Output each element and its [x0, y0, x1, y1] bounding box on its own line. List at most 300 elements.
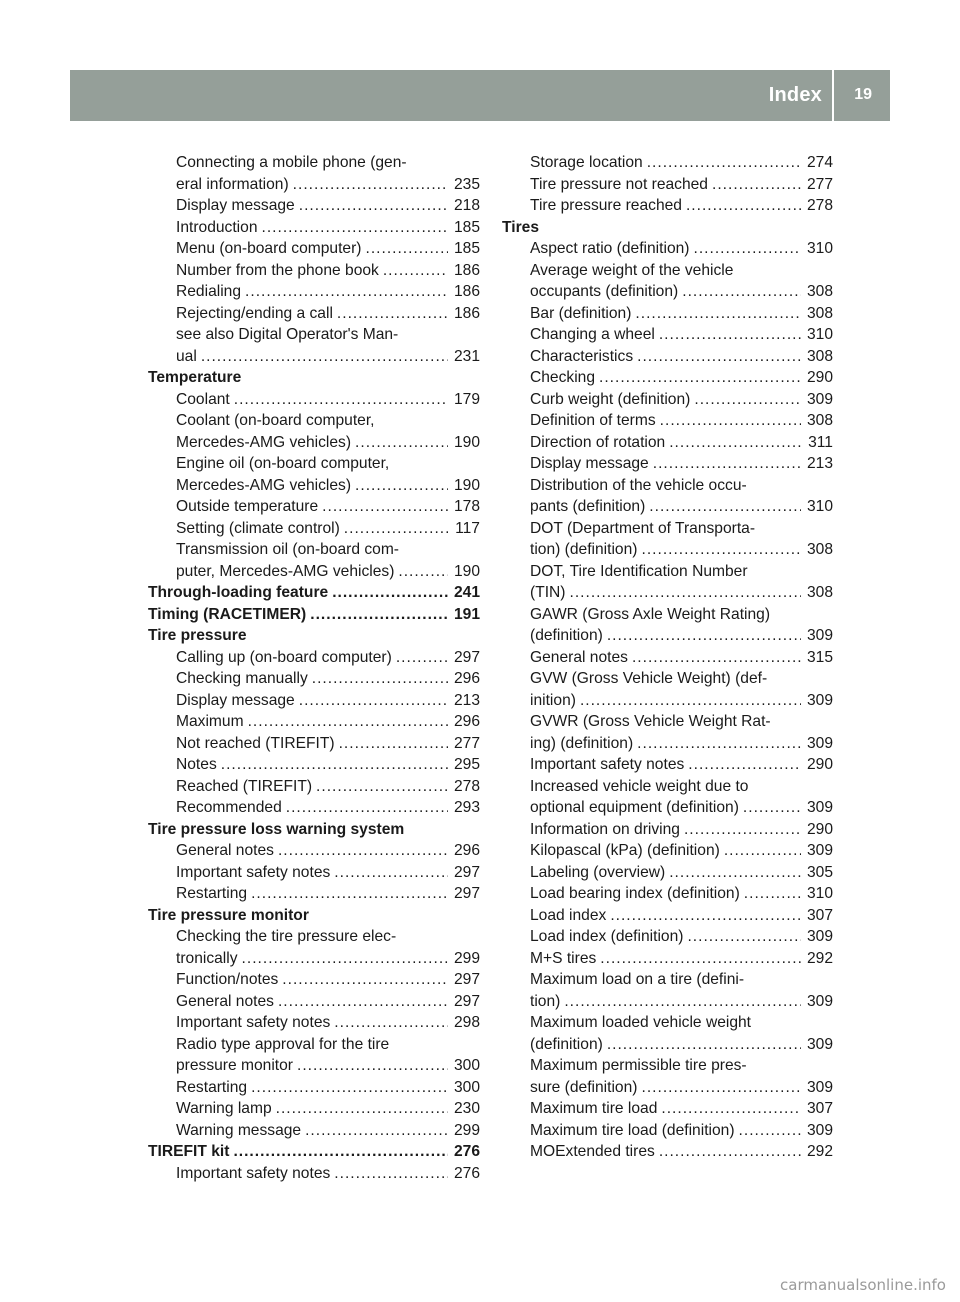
- leader-dots: [310, 604, 448, 626]
- index-entry: [502, 238, 833, 260]
- leader-dots: [659, 324, 801, 346]
- entry-text: Bar (definition): [530, 304, 632, 322]
- page-reference: 297: [453, 885, 480, 902]
- page-reference: 311: [808, 433, 833, 451]
- index-entry: [502, 1120, 833, 1142]
- entry-text: Storage location: [530, 154, 643, 171]
- entry-text: Load bearing index (definition): [530, 885, 740, 902]
- entry-text: Increased vehicle weight due to: [530, 777, 749, 795]
- index-entry: [148, 776, 480, 798]
- page-reference: 290: [806, 820, 833, 838]
- page-reference: 299: [453, 1121, 480, 1139]
- leader-dots: [600, 948, 801, 970]
- index-entry: [148, 969, 480, 991]
- leader-dots: [299, 195, 448, 217]
- entry-text: Restarting: [176, 1078, 248, 1096]
- index-heading: [148, 367, 480, 389]
- leader-dots: [334, 1163, 448, 1185]
- index-entry: [148, 389, 480, 411]
- entry-text: Important safety notes: [176, 1164, 331, 1182]
- leader-dots: [607, 625, 801, 647]
- entry-text: DOT, Tire Identification Number: [530, 562, 748, 580]
- entry-text: Function/notes: [176, 971, 279, 988]
- leader-dots: [669, 862, 801, 884]
- leader-dots: [724, 840, 801, 862]
- entry-text: Calling up (on-board computer): [176, 648, 392, 666]
- page-reference: 305: [806, 863, 833, 881]
- entry-text: Curb weight (definition): [530, 390, 691, 408]
- index-entry: [148, 647, 480, 669]
- entry-text: tronically: [176, 949, 238, 967]
- index-entry: [502, 346, 833, 368]
- entry-text: Display message: [176, 197, 295, 214]
- page-reference: 309: [806, 842, 833, 859]
- leader-dots: [293, 174, 448, 196]
- index-entry: [502, 883, 833, 905]
- entry-text: ual: [176, 347, 197, 365]
- index-entry: [148, 195, 480, 217]
- index-entry: [148, 1012, 480, 1034]
- entry-text: Reached (TIREFIT): [176, 777, 313, 795]
- index-entry: [502, 432, 833, 454]
- leader-dots: [687, 926, 801, 948]
- entry-text: tion): [530, 992, 561, 1010]
- entry-text: Tires: [502, 218, 539, 236]
- entry-text: General notes: [176, 992, 274, 1010]
- leader-dots: [262, 217, 449, 239]
- index-heading: [148, 905, 480, 927]
- leader-dots: [282, 969, 448, 991]
- entry-text: Tire pressure monitor: [148, 906, 309, 924]
- leader-dots: [355, 475, 448, 497]
- page-reference: 277: [453, 734, 480, 752]
- page-reference: 213: [453, 691, 480, 709]
- leader-dots: [312, 668, 448, 690]
- entry-text: Coolant: [176, 390, 230, 408]
- page-reference: 277: [806, 175, 833, 193]
- page-reference: 186: [453, 261, 480, 279]
- entry-text: optional equipment (definition): [530, 799, 739, 816]
- page-reference: 308: [806, 541, 833, 558]
- entry-text: Rejecting/ending a call: [176, 304, 333, 322]
- page-reference: 178: [453, 498, 480, 515]
- leader-dots: [221, 754, 448, 776]
- entry-text: ing) (definition): [530, 734, 634, 752]
- page-reference: 297: [453, 648, 480, 666]
- index-entry: [502, 776, 833, 819]
- page-reference: 191: [453, 605, 480, 623]
- index-entry: [502, 840, 833, 862]
- leader-dots: [248, 711, 448, 733]
- index-entry: [502, 905, 833, 927]
- entry-text: Checking the tire pressure elec-: [176, 928, 397, 945]
- page-reference: 308: [806, 283, 833, 300]
- entry-text: Setting (climate control): [176, 519, 340, 537]
- index-entry: [148, 453, 480, 496]
- index-heading: [148, 625, 480, 647]
- page-reference: 307: [806, 906, 833, 924]
- entry-text: tion) (definition): [530, 541, 638, 558]
- leader-dots: [693, 238, 801, 260]
- page-reference: 230: [453, 1100, 480, 1117]
- leader-dots: [653, 453, 801, 475]
- page-reference: 276: [453, 1164, 480, 1182]
- index-entry: [502, 303, 833, 325]
- index-entry: [502, 152, 833, 174]
- page-reference: 300: [453, 1057, 480, 1074]
- leader-dots: [337, 303, 448, 325]
- leader-dots: [647, 152, 801, 174]
- index-entry: [148, 1163, 480, 1185]
- index-entry: [148, 1120, 480, 1142]
- entry-text: Mercedes-AMG vehicles): [176, 433, 352, 451]
- index-entry: [148, 217, 480, 239]
- leader-dots: [694, 389, 801, 411]
- page-reference: 185: [453, 218, 480, 236]
- page-reference: 278: [806, 197, 833, 214]
- entry-text: Important safety notes: [176, 863, 331, 881]
- index-entry: [148, 883, 480, 905]
- index-entry: [148, 281, 480, 303]
- index-entry: [502, 324, 833, 346]
- page-reference: 190: [453, 476, 480, 494]
- entry-text: pants (definition): [530, 498, 646, 515]
- entry-text: Load index (definition): [530, 928, 684, 945]
- leader-dots: [276, 1098, 448, 1120]
- index-entry: [148, 1034, 480, 1077]
- entry-text: Important safety notes: [530, 756, 685, 773]
- entry-text: Engine oil (on-board computer,: [176, 455, 390, 472]
- entry-text: Kilopascal (kPa) (definition): [530, 842, 720, 859]
- index-entry: [148, 862, 480, 884]
- page-reference: 292: [806, 949, 833, 967]
- entry-text: MOExtended tires: [530, 1143, 655, 1160]
- index-heading: [502, 217, 833, 239]
- entry-text: Notes: [176, 756, 217, 773]
- page-reference: 274: [806, 154, 833, 171]
- leader-dots: [661, 1098, 801, 1120]
- entry-text: Characteristics: [530, 347, 634, 365]
- entry-text: Changing a wheel: [530, 326, 655, 343]
- entry-text: Radio type approval for the tire: [176, 1035, 390, 1053]
- index-heading: [148, 582, 480, 604]
- index-entry: [502, 1141, 833, 1163]
- page-reference: 308: [806, 412, 833, 429]
- leader-dots: [669, 432, 801, 454]
- entry-text: Menu (on-board computer): [176, 240, 362, 257]
- page-reference: 296: [453, 842, 480, 859]
- page-reference: 308: [806, 304, 833, 322]
- index-entry: [502, 862, 833, 884]
- entry-text: inition): [530, 691, 576, 709]
- index-entry: [502, 668, 833, 711]
- page-reference: 309: [806, 691, 833, 709]
- leader-dots: [398, 561, 448, 583]
- leader-dots: [233, 1141, 448, 1163]
- entry-text: General notes: [176, 842, 274, 859]
- leader-dots: [660, 410, 801, 432]
- entry-text: sure (definition): [530, 1078, 638, 1096]
- page-reference: 292: [806, 1143, 833, 1160]
- page-reference: 185: [453, 240, 480, 257]
- index-entry: [502, 948, 833, 970]
- page-reference: 308: [806, 347, 833, 365]
- page-reference: 241: [453, 584, 480, 601]
- index-entry: [148, 1098, 480, 1120]
- entry-text: Outside temperature: [176, 498, 319, 515]
- index-entry: [502, 711, 833, 754]
- entry-text: Maximum permissible tire pres-: [530, 1057, 747, 1074]
- index-entry: [148, 926, 480, 969]
- index-entry: [502, 819, 833, 841]
- leader-dots: [245, 281, 448, 303]
- page-reference: 290: [806, 756, 833, 773]
- index-entry: [148, 238, 480, 260]
- entry-text: Number from the phone book: [176, 261, 379, 279]
- entry-text: pressure monitor: [176, 1057, 293, 1074]
- leader-dots: [743, 797, 801, 819]
- index-entry: [502, 604, 833, 647]
- entry-text: Checking: [530, 369, 596, 386]
- leader-dots: [682, 281, 801, 303]
- index-entry: [148, 496, 480, 518]
- page-reference: 218: [453, 197, 480, 214]
- entry-text: Tire pressure: [148, 627, 247, 644]
- page-reference: 307: [806, 1100, 833, 1117]
- entry-text: (TIN): [530, 584, 566, 601]
- entry-text: eral information): [176, 175, 289, 193]
- leader-dots: [635, 303, 801, 325]
- entry-text: Mercedes-AMG vehicles): [176, 476, 352, 494]
- entry-text: Average weight of the vehicle: [530, 261, 734, 279]
- entry-text: Transmission oil (on-board com-: [176, 541, 400, 558]
- leader-dots: [712, 174, 801, 196]
- page-reference: 310: [806, 885, 833, 902]
- index-entry: [502, 518, 833, 561]
- leader-dots: [305, 1120, 448, 1142]
- index-heading: [148, 604, 480, 626]
- index-entry: [502, 754, 833, 776]
- leader-dots: [641, 539, 801, 561]
- page-reference: 117: [455, 519, 480, 537]
- leader-dots: [278, 840, 448, 862]
- page-reference: 290: [806, 369, 833, 386]
- entry-text: Maximum loaded vehicle weight: [530, 1014, 752, 1031]
- index-entry: [148, 711, 480, 733]
- leader-dots: [659, 1141, 801, 1163]
- leader-dots: [686, 195, 801, 217]
- entry-text: (definition): [530, 627, 603, 644]
- index-entry: [502, 389, 833, 411]
- page-number: 19: [854, 86, 872, 103]
- page-reference: 296: [453, 713, 480, 730]
- entry-text: TIREFIT kit: [148, 1143, 230, 1160]
- index-entry: [148, 797, 480, 819]
- entry-text: Coolant (on-board computer,: [176, 412, 375, 429]
- leader-dots: [251, 883, 448, 905]
- header-bar: [70, 70, 890, 121]
- index-entry: [502, 410, 833, 432]
- entry-text: Maximum: [176, 713, 244, 730]
- watermark: carmanualsonline.info: [780, 1276, 946, 1294]
- index-entry: [502, 1098, 833, 1120]
- page-reference: 278: [453, 777, 480, 795]
- entry-text: Maximum tire load: [530, 1100, 658, 1117]
- entry-text: Aspect ratio (definition): [530, 240, 690, 257]
- page-reference: 190: [453, 562, 480, 580]
- entry-text: Definition of terms: [530, 412, 656, 429]
- leader-dots: [649, 496, 801, 518]
- entry-text: Timing (RACETIMER): [148, 605, 307, 623]
- leader-dots: [251, 1077, 448, 1099]
- leader-dots: [580, 690, 801, 712]
- entry-text: occupants (definition): [530, 283, 679, 300]
- page-reference: 309: [806, 928, 833, 945]
- leader-dots: [632, 647, 801, 669]
- entry-text: Connecting a mobile phone (gen-: [176, 154, 407, 171]
- page-reference: 309: [806, 799, 833, 816]
- page-reference: 276: [453, 1143, 480, 1160]
- entry-text: Temperature: [148, 369, 242, 386]
- index-heading: [148, 819, 480, 841]
- entry-text: Labeling (overview): [530, 863, 666, 881]
- entry-text: see also Digital Operator's Man-: [176, 326, 399, 343]
- index-entry: [148, 690, 480, 712]
- entry-text: puter, Mercedes-AMG vehicles): [176, 562, 395, 580]
- index-heading: [148, 1141, 480, 1163]
- entry-text: General notes: [530, 648, 628, 666]
- index-entry: [502, 475, 833, 518]
- page-reference: 299: [453, 949, 480, 967]
- entry-text: Maximum load on a tire (defini-: [530, 971, 745, 988]
- entry-text: Warning message: [176, 1121, 302, 1139]
- leader-dots: [610, 905, 801, 927]
- leader-dots: [396, 647, 448, 669]
- page-reference: 309: [806, 992, 833, 1010]
- leader-dots: [599, 367, 801, 389]
- index-entry: [502, 174, 833, 196]
- entry-text: GAWR (Gross Axle Weight Rating): [530, 605, 771, 623]
- entry-text: Important safety notes: [176, 1014, 331, 1031]
- index-entry: [502, 969, 833, 1012]
- entry-text: Tire pressure not reached: [530, 175, 708, 193]
- page-reference: 310: [806, 498, 833, 515]
- header-divider: [832, 70, 834, 121]
- entry-text: Direction of rotation: [530, 433, 666, 451]
- page-reference: 298: [453, 1014, 480, 1031]
- page-reference: 297: [453, 863, 480, 881]
- index-entry: [148, 152, 480, 195]
- leader-dots: [339, 733, 448, 755]
- page-reference: 186: [453, 304, 480, 322]
- page-reference: 186: [453, 283, 480, 300]
- index-entry: [148, 410, 480, 453]
- index-entry: [502, 647, 833, 669]
- entry-text: Maximum tire load (definition): [530, 1121, 735, 1139]
- page-reference: 295: [453, 756, 480, 773]
- page-reference: 309: [806, 1035, 833, 1053]
- index-entry: [502, 260, 833, 303]
- index-entry: [148, 754, 480, 776]
- leader-dots: [641, 1077, 801, 1099]
- page-reference: 308: [806, 584, 833, 601]
- leader-dots: [383, 260, 448, 282]
- leader-dots: [332, 582, 448, 604]
- entry-text: (definition): [530, 1035, 603, 1053]
- index-entry: [502, 453, 833, 475]
- index-entry: [148, 518, 480, 540]
- page-reference: 297: [453, 971, 480, 988]
- entry-text: Redialing: [176, 283, 242, 300]
- page-reference: 309: [806, 390, 833, 408]
- page-reference: 309: [806, 627, 833, 644]
- entry-text: Distribution of the vehicle occu-: [530, 476, 747, 494]
- leader-dots: [234, 389, 448, 411]
- page-reference: 300: [453, 1078, 480, 1096]
- page-reference: 235: [453, 175, 480, 193]
- entry-text: Display message: [176, 691, 295, 709]
- page-reference: 296: [453, 670, 480, 687]
- index-entry: [502, 195, 833, 217]
- index-entry: [502, 1012, 833, 1055]
- index-entry: [148, 539, 480, 582]
- index-entry: [148, 1077, 480, 1099]
- page-reference: 309: [806, 1078, 833, 1096]
- leader-dots: [570, 582, 801, 604]
- entry-text: Restarting: [176, 885, 248, 902]
- page-reference: 310: [806, 326, 833, 343]
- leader-dots: [564, 991, 801, 1013]
- section-title: Index: [768, 84, 822, 106]
- index-entry: [502, 926, 833, 948]
- leader-dots: [286, 797, 448, 819]
- leader-dots: [739, 1120, 801, 1142]
- leader-dots: [607, 1034, 801, 1056]
- page-reference: 309: [806, 1121, 833, 1139]
- leader-dots: [334, 1012, 448, 1034]
- entry-text: Introduction: [176, 218, 258, 236]
- index-entry: [502, 561, 833, 604]
- leader-dots: [355, 432, 448, 454]
- entry-text: Tire pressure reached: [530, 197, 682, 214]
- page-reference: 293: [453, 799, 480, 816]
- index-entry: [148, 668, 480, 690]
- page-reference: 190: [453, 433, 480, 451]
- leader-dots: [344, 518, 448, 540]
- page-reference: 315: [806, 648, 833, 666]
- entry-text: Information on driving: [530, 820, 680, 838]
- index-entry: [148, 991, 480, 1013]
- page-reference: 297: [453, 992, 480, 1010]
- entry-text: Tire pressure loss warning system: [148, 820, 405, 838]
- leader-dots: [637, 346, 801, 368]
- entry-text: GVW (Gross Vehicle Weight) (def-: [530, 670, 768, 687]
- index-column-right: [502, 152, 833, 1163]
- page-reference: 310: [806, 240, 833, 257]
- index-entry: [148, 260, 480, 282]
- index-entry: [148, 840, 480, 862]
- index-entry: [502, 367, 833, 389]
- page-reference: 179: [453, 390, 480, 408]
- leader-dots: [278, 991, 448, 1013]
- leader-dots: [201, 346, 448, 368]
- entry-text: Recommended: [176, 799, 282, 816]
- leader-dots: [334, 862, 448, 884]
- entry-text: Warning lamp: [176, 1100, 272, 1117]
- page-reference: 309: [806, 734, 833, 752]
- entry-text: Display message: [530, 455, 649, 472]
- leader-dots: [684, 819, 801, 841]
